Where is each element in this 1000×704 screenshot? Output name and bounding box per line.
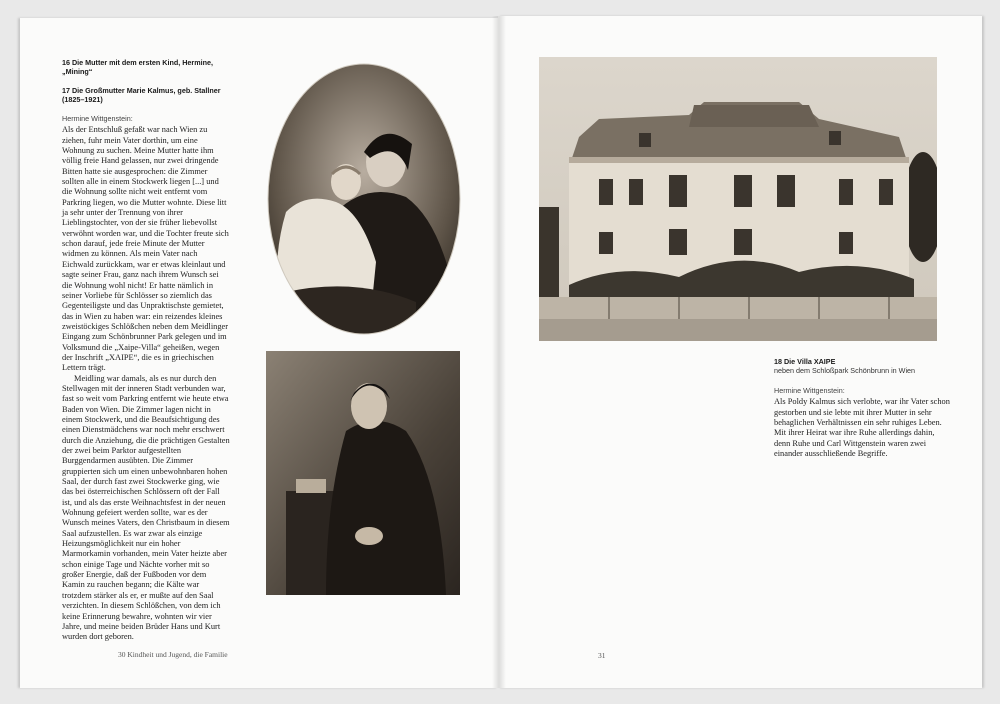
photo-grandmother [266,351,460,595]
villa-image [539,57,937,341]
caption-17-text: 17 Die Großmutter Marie Kalmus, geb. Stallner (1825–1921) [62,86,221,105]
photo-villa-xaipe [539,57,937,341]
caption-17 [62,86,232,104]
right-paragraph: Als Poldy Kalmus sich verlobte, war ihr Vater schon gestorben und sie lebte mit ihrer Mutter in sehr behaglichen Verhältnissen ein sehr ruhiges Leben. Mit ihrer Heirat war ihre Ruhe allerdings dahin, denn Ruhe und Carl Wittgenstein waren zwei einander ausschließende Begriffe. [774,397,950,459]
caption-16 [62,58,232,76]
caption-18 [774,357,964,375]
left-body-text [62,114,230,643]
grandmother-portrait-image [266,351,460,595]
left-paragraph-2: Meidling war damals, als es nur durch den Stellwagen mit der inneren Stadt verbunden war, fast so weit vom Parkring entfernt wie heute etwa Baden von Wien. Die Zimmer lagen nicht in einem Stockwerk, und die Beaufsichtigung des einen Dienstmädchens war noch mehr erschwert durch die Anziehung, die die prächtigen Gestalten der zwei beim Parktor aufgestellten Burggendarmen ausübten. Die Zimmer gruppierten sich um einen unbewohnbaren hohen Saal, der durch fast zwei Stockwerke ging, wie das bei österreichischen Schlössern oft der Fall ist, und als das erste Weihnachtsfest in der neuen Wohnung gefeiert werden sollte, war es der Wunsch meines Vaters, den Christbaum in diesem Saal aufzustellen. Es war zwar als einzige Heizungsmöglichkeit nur ein hoher Marmorkamin vorhanden, mein Vater heizte aber schon einige Tage und Nächte vorher mit so großer Energie, daß der Fußboden vor dem Kamin zu rauchen begann; die Kälte war trotzdem stärker als er, er mußte auf den Saal verzichten. In diesem Schlößchen, von dem ich keine Erinnerung bewahre, wohnten wir vier Jahre, und meine beiden Brüder Hans und Kurt wurden dort geboren. [62,373,230,642]
caption-18-subtitle: neben dem Schloßpark Schönbrunn in Wien [774,366,916,376]
right-author-label: Hermine Wittgenstein: [774,386,845,395]
right-body-text [774,386,950,459]
book-gutter [492,16,506,688]
left-author-label: Hermine Wittgenstein: [62,114,133,123]
left-paragraph-1: Als der Entschluß gefaßt war nach Wien zu ziehen, fuhr mein Vater dorthin, um eine Wohnung zu suchen. Meine Mutter hatte ihm völlig freie Hand gelassen, nur zwei dringende Bitten hatte sie ausgesprochen: die Zimmer sollten alle in einem Stockwerk liegen [...] und die Wohnung sollte nicht weit entfernt vom Parkring liegen, wo die Mutter wohnte. Diese litt ja sehr unter der Trennung von ihrer Lieblingstochter, von der sie früher liebevollst verwöhnt worden war, und die Tochter freute sich schon darauf, jede freie Minute der Mutter widmen zu können. Als mein Vater nach Eichwald zurückkam, war er etwas kleinlaut und sagte seiner Frau, ganz nach ihrem Wunsch sei die Wohnung wohl nicht! Er hatte nämlich in seiner Vorliebe für Schlösser so ziemlich das Gegenteiligste und das Unpraktischste gemietet, das in Wien zu haben war: ein reizendes kleines zweistöckiges Schlößchen neben dem Meidlinger Eingang zum Schönbrunner Park gelegen und im Volksmund die „Xaipe-Villa“ geheißen, wegen der Inschrift „XAIPE“, die es in griechischen Lettern trägt. [62,125,229,373]
photo-mother-with-child [266,62,462,336]
caption-16-text: 16 Die Mutter mit dem ersten Kind, Hermine, „Mining“ [62,58,213,77]
caption-18-title: 18 Die Villa XAIPE [774,357,836,366]
left-folio: 30 Kindheit und Jugend, die Familie [118,650,228,659]
right-folio: 31 [598,651,606,660]
oval-portrait-image [266,62,462,336]
